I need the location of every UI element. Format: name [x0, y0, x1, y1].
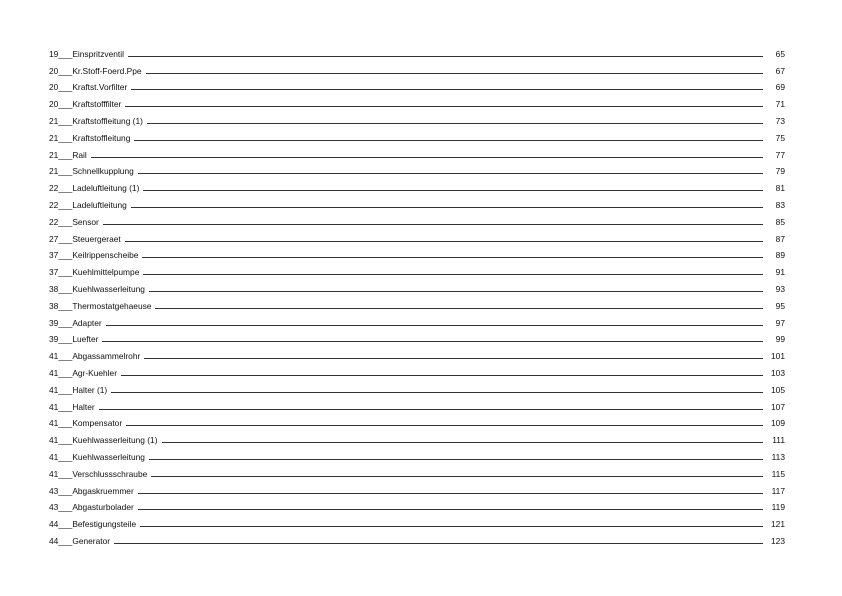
entry-title: Einspritzventil	[72, 48, 124, 59]
page-number: 119	[771, 502, 785, 513]
page-number: 117	[771, 485, 785, 496]
page-number: 107	[771, 401, 785, 412]
entry-title: Verschlussschraube	[72, 468, 148, 479]
page-number: 87	[775, 233, 785, 244]
entry-title: Kr.Stoff-Foerd.Ppe	[72, 65, 142, 76]
toc-entry[interactable]	[49, 496, 785, 513]
toc-entry[interactable]	[49, 193, 785, 210]
leader-line	[155, 308, 763, 309]
entry-title: Rail	[72, 149, 87, 160]
page-number: 111	[772, 435, 785, 446]
page-number: 85	[775, 216, 785, 227]
section-number: 41	[49, 351, 59, 362]
section-number: 41	[49, 418, 59, 429]
leader-line	[131, 89, 763, 90]
section-number: 41	[49, 384, 59, 395]
section-number: 22	[49, 183, 59, 194]
toc-entry[interactable]	[49, 176, 785, 193]
page-number: 97	[775, 317, 785, 328]
section-separator: ___	[58, 435, 73, 446]
entry-title: Agr-Kuehler	[72, 367, 118, 378]
page-number: 105	[771, 384, 785, 395]
entry-title: Halter (1)	[72, 384, 108, 395]
leader-line	[143, 274, 763, 275]
section-number: 41	[49, 468, 59, 479]
leader-line	[146, 73, 763, 74]
toc-entry[interactable]	[49, 227, 785, 244]
toc-entry[interactable]	[49, 244, 785, 261]
section-number: 41	[49, 451, 59, 462]
section-number: 20	[49, 82, 59, 93]
section-separator: ___	[58, 149, 73, 160]
entry-title: Kuehlwasserleitung (1)	[72, 435, 158, 446]
section-separator: ___	[58, 199, 73, 210]
leader-line	[138, 173, 763, 174]
section-number: 20	[49, 65, 59, 76]
page-number: 101	[771, 351, 785, 362]
leader-line	[111, 392, 763, 393]
toc-entry[interactable]	[49, 59, 785, 76]
leader-line	[149, 291, 763, 292]
section-number: 44	[49, 535, 59, 546]
page-number: 99	[775, 334, 785, 345]
leader-line	[99, 409, 763, 410]
toc-entry[interactable]	[49, 76, 785, 93]
section-separator: ___	[58, 451, 73, 462]
toc-entry[interactable]	[49, 260, 785, 277]
entry-title: Kraftstofffilter	[72, 99, 122, 110]
section-separator: ___	[58, 48, 73, 59]
toc-entry[interactable]	[49, 294, 785, 311]
section-number: 43	[49, 502, 59, 513]
entry-title: Steuergeraet	[72, 233, 121, 244]
page-number: 115	[771, 468, 785, 479]
page-number: 77	[775, 149, 785, 160]
leader-line	[134, 140, 763, 141]
toc-entry[interactable]	[49, 512, 785, 529]
section-separator: ___	[58, 468, 73, 479]
page-number: 75	[775, 132, 785, 143]
section-number: 41	[49, 367, 59, 378]
section-number: 38	[49, 300, 59, 311]
leader-line	[106, 325, 763, 326]
page-number: 71	[775, 99, 785, 110]
table-of-contents	[49, 42, 785, 546]
leader-line	[126, 425, 763, 426]
leader-line	[138, 509, 763, 510]
leader-line	[149, 459, 763, 460]
entry-title: Luefter	[72, 334, 99, 345]
section-number: 43	[49, 485, 59, 496]
section-separator: ___	[58, 300, 73, 311]
page-number: 73	[775, 115, 785, 126]
section-number: 41	[49, 401, 59, 412]
section-number: 39	[49, 317, 59, 328]
toc-entry[interactable]	[49, 378, 785, 395]
section-number: 37	[49, 267, 59, 278]
toc-entry[interactable]	[49, 277, 785, 294]
page-number: 121	[771, 519, 785, 530]
section-separator: ___	[58, 216, 73, 227]
page-number: 89	[775, 250, 785, 261]
entry-title: Halter	[72, 401, 95, 412]
leader-line	[140, 526, 763, 527]
page-number: 79	[775, 166, 785, 177]
page-number: 109	[771, 418, 785, 429]
toc-entries-list	[49, 42, 785, 546]
leader-line	[142, 257, 763, 258]
leader-line	[131, 207, 763, 208]
section-number: 22	[49, 199, 59, 210]
entry-title: Kuehlmittelpumpe	[72, 267, 140, 278]
leader-line	[138, 493, 763, 494]
page-number: 91	[775, 267, 785, 278]
toc-entry[interactable]	[49, 126, 785, 143]
section-separator: ___	[58, 351, 73, 362]
section-number: 27	[49, 233, 59, 244]
toc-entry[interactable]	[49, 412, 785, 429]
page-number: 83	[775, 199, 785, 210]
section-number: 39	[49, 334, 59, 345]
entry-title: Kompensator	[72, 418, 123, 429]
section-separator: ___	[58, 384, 73, 395]
entry-title: Ladeluftleitung (1)	[72, 183, 140, 194]
section-separator: ___	[58, 82, 73, 93]
entry-title: Keilrippenscheibe	[72, 250, 139, 261]
toc-entry[interactable]	[49, 344, 785, 361]
page-number: 95	[775, 300, 785, 311]
section-separator: ___	[58, 535, 73, 546]
toc-entry[interactable]	[49, 109, 785, 126]
section-number: 41	[49, 435, 59, 446]
section-number: 44	[49, 519, 59, 530]
leader-line	[151, 476, 763, 477]
section-number: 21	[49, 132, 59, 143]
section-separator: ___	[58, 250, 73, 261]
section-separator: ___	[58, 502, 73, 513]
page-number: 93	[775, 283, 785, 294]
leader-line	[125, 241, 763, 242]
leader-line	[121, 375, 763, 376]
toc-entry[interactable]	[49, 92, 785, 109]
entry-title: Generator	[72, 535, 111, 546]
section-number: 38	[49, 283, 59, 294]
toc-entry[interactable]	[49, 529, 785, 546]
page-number: 123	[771, 535, 785, 546]
section-separator: ___	[58, 317, 73, 328]
toc-entry[interactable]	[49, 361, 785, 378]
entry-title: Adapter	[72, 317, 102, 328]
leader-line	[125, 106, 763, 107]
leader-line	[162, 442, 763, 443]
toc-entry[interactable]	[49, 42, 785, 59]
leader-line	[128, 56, 763, 57]
toc-entry[interactable]	[49, 462, 785, 479]
section-number: 22	[49, 216, 59, 227]
section-number: 21	[49, 166, 59, 177]
section-separator: ___	[58, 267, 73, 278]
section-number: 20	[49, 99, 59, 110]
toc-entry[interactable]	[49, 445, 785, 462]
page-number: 81	[775, 183, 785, 194]
leader-line	[147, 123, 763, 124]
toc-entry[interactable]	[49, 311, 785, 328]
entry-title: Ladeluftleitung	[72, 199, 127, 210]
page-number: 65	[775, 48, 785, 59]
toc-entry[interactable]	[49, 395, 785, 412]
section-separator: ___	[58, 183, 73, 194]
page-number: 103	[771, 367, 785, 378]
page-number: 113	[771, 451, 785, 462]
entry-title: Abgasturbolader	[72, 502, 134, 513]
toc-entry[interactable]	[49, 328, 785, 345]
entry-title: Kraftstoffleitung	[72, 132, 131, 143]
section-separator: ___	[58, 334, 73, 345]
entry-title: Sensor	[72, 216, 99, 227]
leader-line	[114, 543, 763, 544]
section-number: 37	[49, 250, 59, 261]
leader-line	[143, 190, 763, 191]
section-separator: ___	[58, 283, 73, 294]
section-separator: ___	[58, 485, 73, 496]
entry-title: Befestigungsteile	[72, 519, 137, 530]
toc-entry[interactable]	[49, 143, 785, 160]
entry-title: Kuehlwasserleitung	[72, 451, 145, 462]
section-separator: ___	[58, 115, 73, 126]
entry-title: Kraftst.Vorfilter	[72, 82, 128, 93]
toc-entry[interactable]	[49, 210, 785, 227]
toc-entry[interactable]	[49, 428, 785, 445]
section-separator: ___	[58, 99, 73, 110]
leader-line	[144, 358, 763, 359]
toc-entry[interactable]	[49, 160, 785, 177]
section-separator: ___	[58, 418, 73, 429]
entry-title: Schnellkupplung	[72, 166, 134, 177]
entry-title: Kuehlwasserleitung	[72, 283, 145, 294]
leader-line	[103, 224, 763, 225]
section-separator: ___	[58, 401, 73, 412]
entry-title: Kraftstoffleitung (1)	[72, 115, 143, 126]
section-number: 19	[49, 48, 59, 59]
section-separator: ___	[58, 519, 73, 530]
section-separator: ___	[58, 166, 73, 177]
section-separator: ___	[58, 132, 73, 143]
leader-line	[102, 341, 763, 342]
section-separator: ___	[58, 65, 73, 76]
entry-title: Abgaskruemmer	[72, 485, 134, 496]
section-separator: ___	[58, 367, 73, 378]
section-number: 21	[49, 149, 59, 160]
entry-title: Thermostatgehaeuse	[72, 300, 152, 311]
leader-line	[91, 157, 763, 158]
page-number: 67	[775, 65, 785, 76]
page-number: 69	[775, 82, 785, 93]
section-separator: ___	[58, 233, 73, 244]
entry-title: Abgassammelrohr	[72, 351, 141, 362]
toc-entry[interactable]	[49, 479, 785, 496]
section-number: 21	[49, 115, 59, 126]
